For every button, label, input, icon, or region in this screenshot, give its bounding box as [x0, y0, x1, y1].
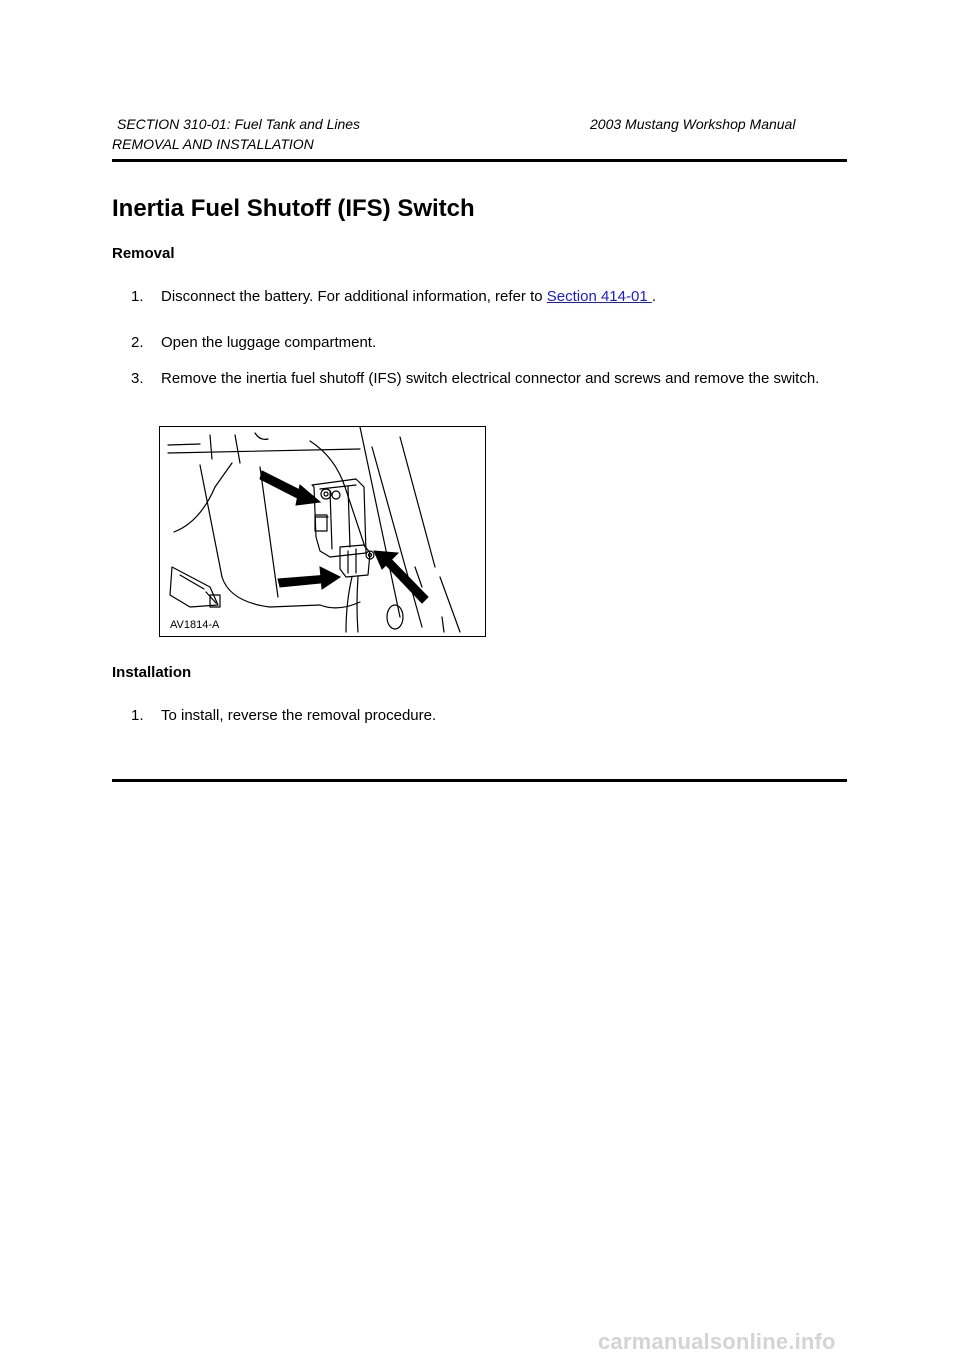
figure-label: AV1814-A [170, 619, 220, 631]
step-text-part: Disconnect the battery. For additional information, refer to [161, 288, 547, 305]
header-section-title: SECTION 310-01: Fuel Tank and Lines [117, 116, 361, 132]
header-divider [112, 159, 847, 162]
step-text: Open the luggage compartment. [161, 334, 377, 351]
section-414-01-link[interactable]: Section 414-01 [546, 288, 652, 305]
step-text: To install, reverse the removal procedure. [161, 707, 437, 724]
installation-heading: Installation [112, 664, 192, 681]
header-subtitle: REMOVAL AND INSTALLATION [112, 136, 314, 152]
page-title: Inertia Fuel Shutoff (IFS) Switch [112, 195, 475, 222]
step-text: Remove the inertia fuel shutoff (IFS) switch electrical connector and screws and remove the switch. [161, 370, 820, 387]
header-manual-title: 2003 Mustang Workshop Manual [590, 116, 796, 132]
footer-divider [112, 779, 847, 782]
step-number: 1. [131, 288, 144, 305]
removal-heading: Removal [112, 245, 175, 262]
ifs-switch-illustration [159, 426, 486, 637]
step-number: 2. [131, 334, 144, 351]
step-number: 1. [131, 707, 144, 724]
step-text-end: . [651, 288, 656, 305]
ifs-switch-drawing [160, 427, 486, 637]
step-text [161, 287, 831, 306]
step-number: 3. [131, 370, 144, 387]
watermark: carmanualsonline.info [598, 1329, 836, 1354]
